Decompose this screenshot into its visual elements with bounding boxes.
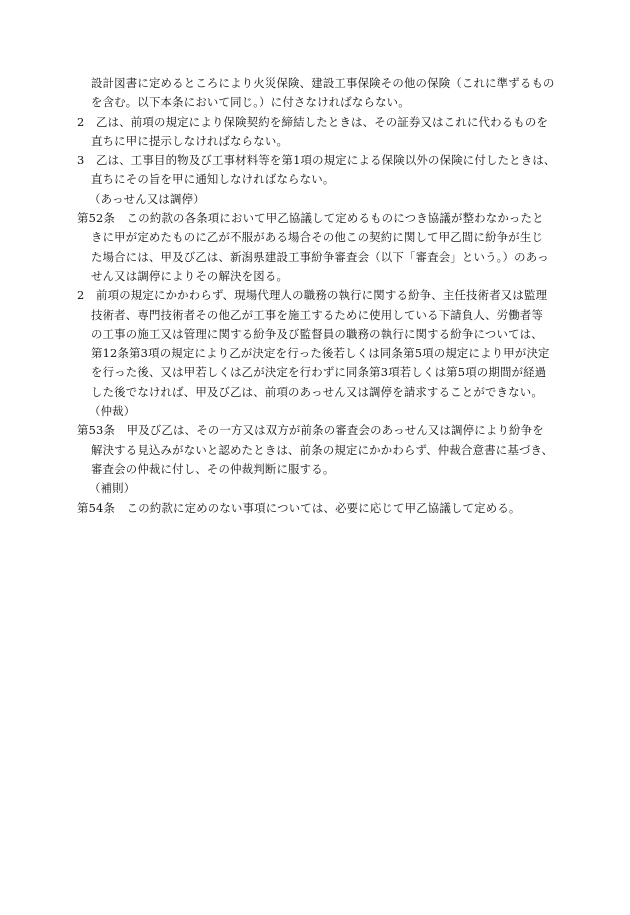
text-line: 第12条第3項の規定により乙が決定を行った後若しくは同条第5項の規定により甲が決定 (91, 346, 550, 361)
article-54 (77, 499, 563, 518)
paragraph-continuation (77, 74, 563, 113)
section-heading: （仲裁） (89, 404, 136, 419)
text-line: を行った後、又は甲若しくは乙が決定を行わずに同条第3項若しくは第5項の期間が経過 (91, 365, 547, 380)
paragraph-2 (77, 113, 563, 152)
text-line: た場合には、甲及び乙は、新潟県建設工事紛争審査会（以下「審査会」という。）のあっ (91, 249, 549, 264)
text-line: 技術者、専門技術者その他乙が工事を施工するために使用している下請負人、労働者等 (91, 307, 544, 322)
text-line: 設計図書に定めるところにより火災保険、建設工事保険その他の保険（これに準ずるもの (91, 76, 555, 90)
text-line: 直ちに甲に提示しなければならない。 (91, 133, 289, 148)
section-heading: （補則） (89, 481, 136, 496)
article-heading-supplementary (77, 479, 563, 498)
text-line: きに甲が定めたものに乙が不服がある場合その他この契約に関して甲乙間に紛争が生じ (91, 230, 544, 245)
text-line: 第52条 この約款の各条項において甲乙協議して定めるものにつき協議が整わなかったと (77, 211, 544, 226)
article-52 (77, 209, 563, 286)
text-line: 審査会の仲裁に付し、その仲裁判断に服する。 (91, 461, 335, 476)
paragraph-3 (77, 151, 563, 190)
text-line: 第53条 甲及び乙は、その一方又は双方が前条の審査会のあっせん又は調停により紛争を (77, 423, 544, 438)
section-heading: （あっせん又は調停） (89, 191, 205, 206)
text-line: 第54条 この約款に定めのない事項については、必要に応じて甲乙協議して定める。 (77, 500, 521, 515)
text-line: 2 前項の規定にかかわらず、現場代理人の職務の執行に関する紛争、主任技術者又は監理 (77, 288, 548, 303)
article-heading-arbitration (77, 402, 563, 421)
text-line: の工事の施工又は管理に関する紛争及び監督員の職務の執行に関する紛争については、 (91, 326, 543, 341)
text-line: 2 乙は、前項の規定により保険契約を締結したときは、その証券又はこれに代わるものを (77, 114, 549, 129)
text-line: を含む。以下本条において同じ。）に付さなければならない。 (91, 95, 410, 110)
text-line: せん又は調停によりその解決を図る。 (91, 268, 289, 283)
article-53 (77, 421, 563, 479)
text-line: 3 乙は、工事目的物及び工事材料等を第1項の規定による保険以外の保険に付したときは、 (77, 153, 556, 168)
text-line: した後でなければ、甲及び乙は、前項のあっせん又は調停を請求することができない。 (91, 384, 543, 399)
text-line: 直ちにその旨を甲に通知しなければならない。 (91, 172, 335, 187)
article-52-paragraph-2 (77, 286, 563, 402)
document-body (77, 74, 563, 518)
article-heading-mediation (77, 190, 563, 209)
text-line: 解決する見込みがないと認めたときは、前条の規定にかかわらず、仲裁合意書に基づき、 (91, 442, 554, 457)
